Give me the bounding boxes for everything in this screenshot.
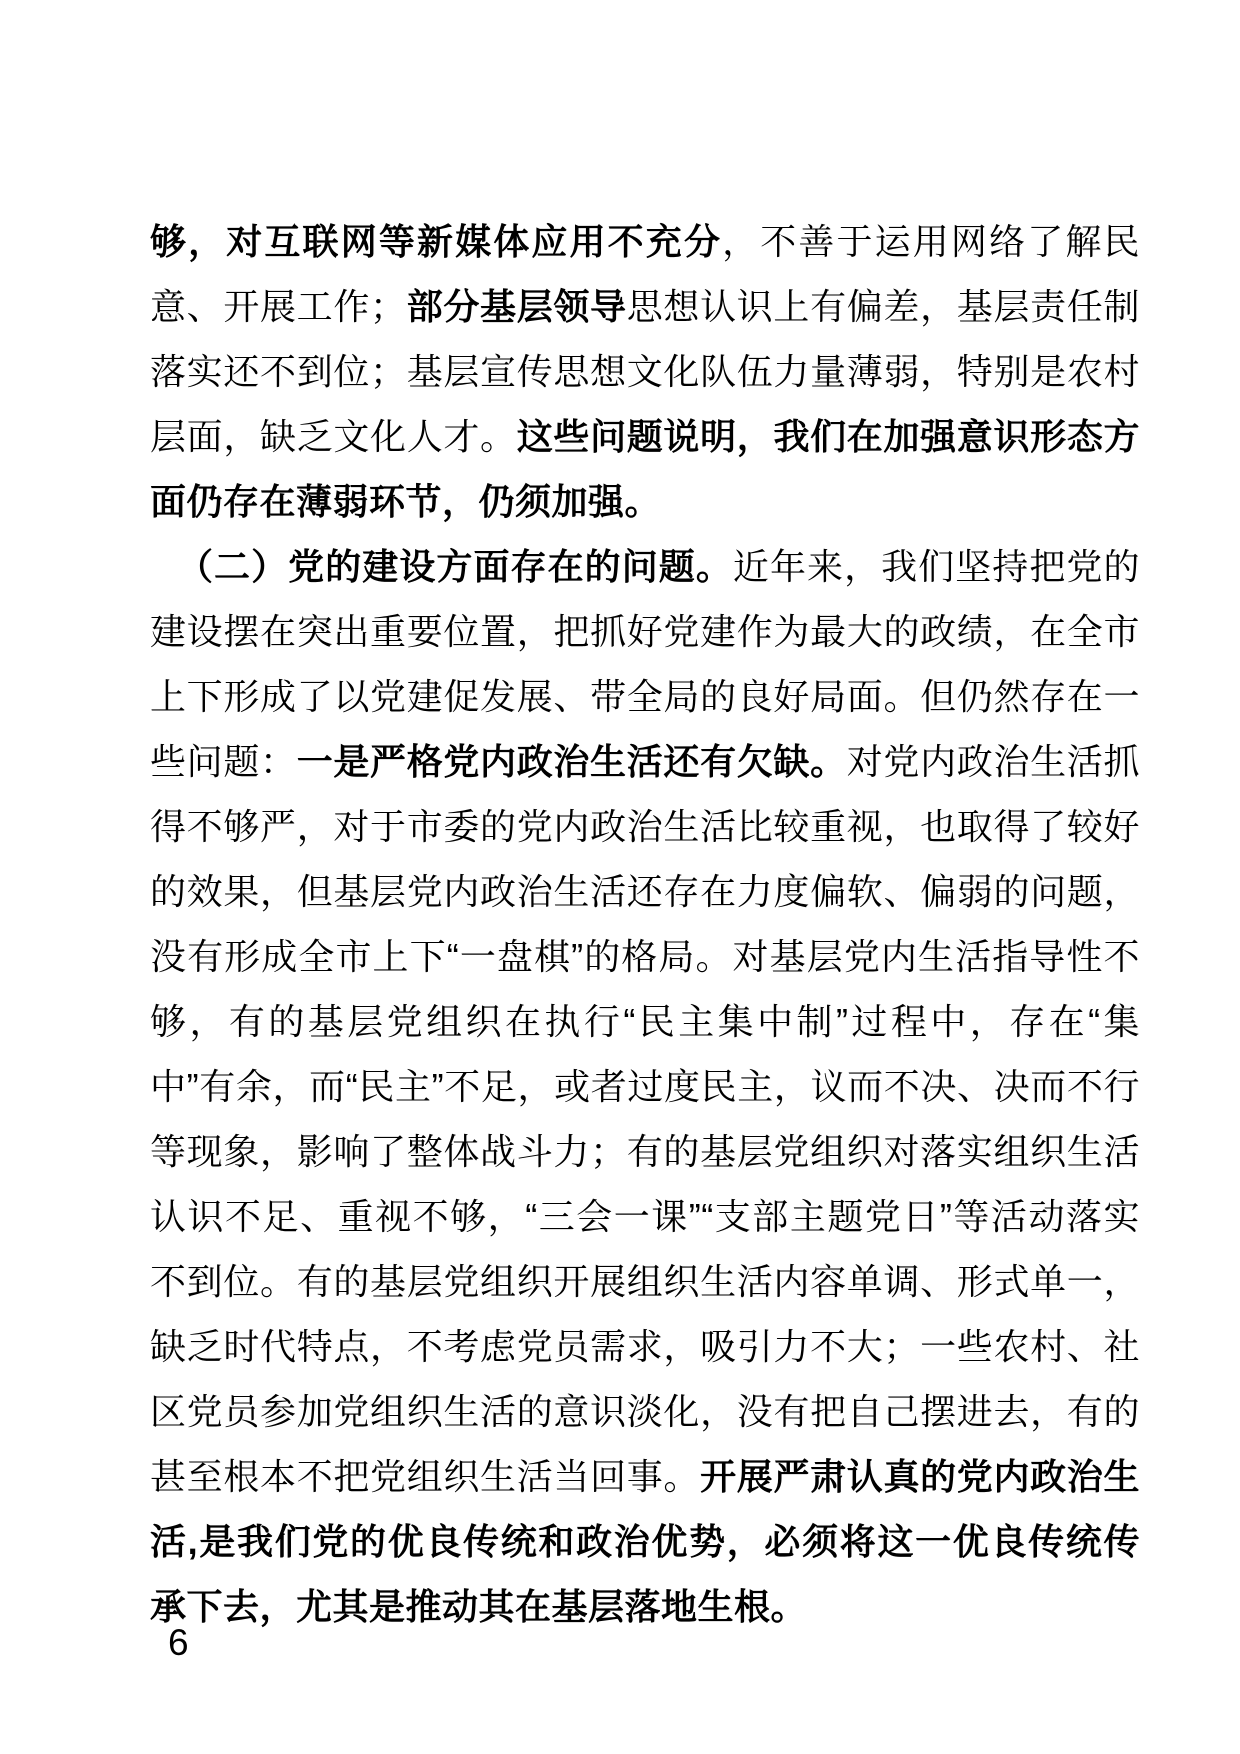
text-run: 对党内政治生活抓得不够严，对于市委的党内政治生活比较重视，也取得了较好的效果，但基层党内政治生活还存在力度偏软、偏弱的问题，没有形成全市上下“一盘棋”的格局。对基层党内生活指导性不够，有的基层党组织在执行“民主集中制”过程中，存在“集中”有余，而“民主”不足，或者过度民主，议而不决、决而不行等现象，影响了整体战斗力；有的基层党组织对落实组织生活认识不足、重视不够，“三会一课”“支部主题党日”等活动落实不到位。有的基层党组织开展组织生活内容单调、形式单一，缺乏时代特点，不考虑党员需求，吸引力不大；一些农村、社区党员参加党组织生活的意识淡化，没有把自己摆进去，有的甚至根本不把党组织生活当回事。 [150, 741, 1140, 1497]
paragraph [150, 534, 1140, 1639]
emphasis-text-run: （二）党的建设方面存在的问题。 [177, 546, 733, 587]
emphasis-text-run: 这些问题说明，我们在加强意识形态方面仍存在薄弱环节，仍须加强。 [150, 416, 1140, 522]
text-run: 近年来，我们坚持把党的建设摆在突出重要位置，把抓好党建作为最大的政绩，在全市上下形成了以党建促发展、带全局的良好局面。但仍然存在一些问题： [150, 546, 1140, 782]
emphasis-text-run: 开展严肃认真的党内政治生活,是我们党的优良传统和政治优势，必须将这一优良传统传承下去，尤其是推动其在基层落地生根。 [150, 1456, 1140, 1627]
document-body [150, 209, 1140, 1639]
page-number: 6 [168, 1622, 189, 1663]
emphasis-text-run: 够，对互联网等新媒体应用不充分 [150, 221, 723, 262]
text-run: 思想认识上有偏差，基层责任制落实还不到位；基层宣传思想文化队伍力量薄弱，特别是农村层面，缺乏文化人才。 [150, 286, 1140, 457]
text-run: ，不善于运用网络了解民意、开展工作； [150, 221, 1140, 327]
emphasis-text-run: 一是严格党内政治生活还有欠缺。 [296, 741, 847, 782]
paragraph [150, 209, 1140, 534]
emphasis-text-run: 部分基层领导 [406, 286, 627, 327]
